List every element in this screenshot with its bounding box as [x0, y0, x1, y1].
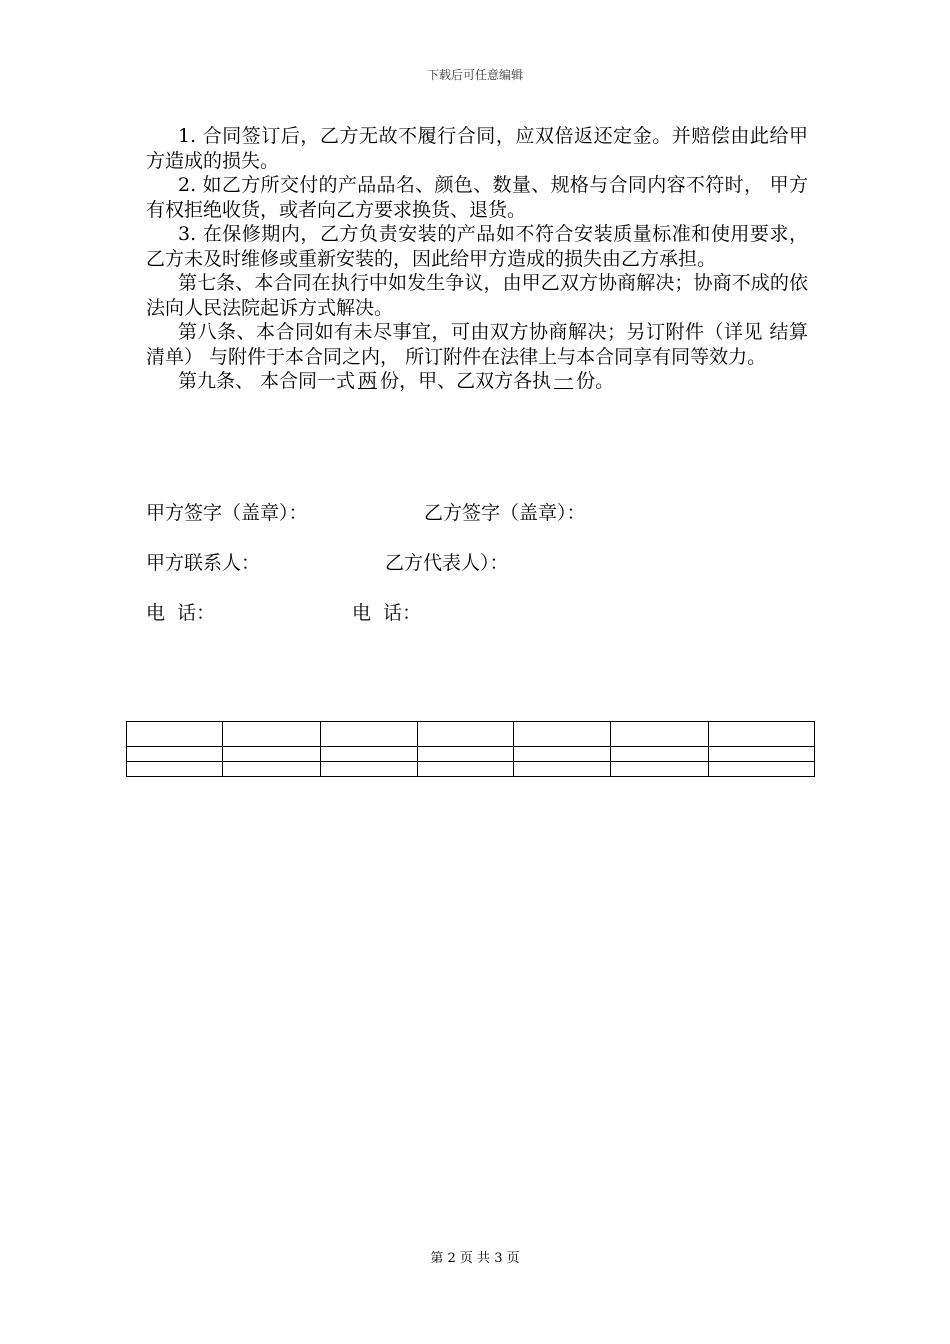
page-number: 第 2 页 共 3 页: [430, 1251, 520, 1266]
table-cell: [417, 747, 514, 762]
table-cell: [222, 747, 320, 762]
table-cell: [222, 722, 320, 747]
table-cell: [127, 762, 223, 777]
article-7: 第七条、本合同在执行中如发生争议，由甲乙双方协商解决；协商不成的依法向人民法院起诉方式解决。: [146, 272, 808, 319]
table-cell: [709, 762, 815, 777]
table-cell: [127, 722, 223, 747]
table-cell: [417, 762, 514, 777]
table-cell: [709, 747, 815, 762]
table-cell: [320, 747, 417, 762]
page-header: 下载后可任意编辑: [426, 68, 523, 82]
article-9-prefix: 第九条、 本合同一式: [178, 370, 356, 392]
table-cell: [709, 722, 815, 747]
party-a-signature-label: 甲方签字（盖章）：: [146, 502, 308, 524]
table-cell: [611, 762, 709, 777]
party-b-representative-label: 乙方代表人）：: [385, 552, 509, 574]
party-a-phone-label: 电 话：: [146, 602, 216, 624]
contract-body: [146, 124, 808, 394]
table-cell: [611, 747, 709, 762]
party-a-contact-label: 甲方联系人：: [146, 552, 261, 574]
table-cell: [611, 722, 709, 747]
clause-2: 2. 如乙方所交付的产品品名、颜色、数量、规格与合同内容不符时， 甲方有权拒绝收货，或者向乙方要求换货、退货。: [146, 174, 808, 221]
table-cell: [320, 722, 417, 747]
article-9-middle: 份，甲、乙双方各执: [380, 370, 552, 392]
copies-count: 两: [358, 370, 378, 392]
table-cell: [320, 762, 417, 777]
article-9-suffix: 份。: [576, 370, 615, 392]
table-cell: [127, 747, 223, 762]
party-b-signature-label: 乙方签字（盖章）：: [424, 502, 586, 524]
article-8: 第八条、本合同如有未尽事宜，可由双方协商解决；另订附件（详见 结算清单） 与附件于本合同之内， 所订附件在法律上与本合同享有同等效力。: [146, 321, 808, 368]
blank-table: [126, 721, 815, 777]
clause-3: 3. 在保修期内，乙方负责安装的产品如不符合安装质量标准和使用要求，乙方未及时维修或重新安装的，因此给甲方造成的损失由乙方承担。: [146, 223, 808, 270]
table-row: [127, 722, 815, 747]
article-9: [146, 369, 808, 394]
copies-each: 一: [554, 370, 574, 392]
party-b-phone-label: 电 话：: [352, 602, 422, 624]
table-cell: [514, 722, 611, 747]
table-cell: [417, 722, 514, 747]
table-row: [127, 762, 815, 777]
table-cell: [222, 762, 320, 777]
table-cell: [514, 747, 611, 762]
table-row: [127, 747, 815, 762]
table-cell: [514, 762, 611, 777]
clause-1: 1. 合同签订后，乙方无故不履行合同，应双倍返还定金。并赔偿由此给甲方造成的损失。: [146, 125, 808, 172]
